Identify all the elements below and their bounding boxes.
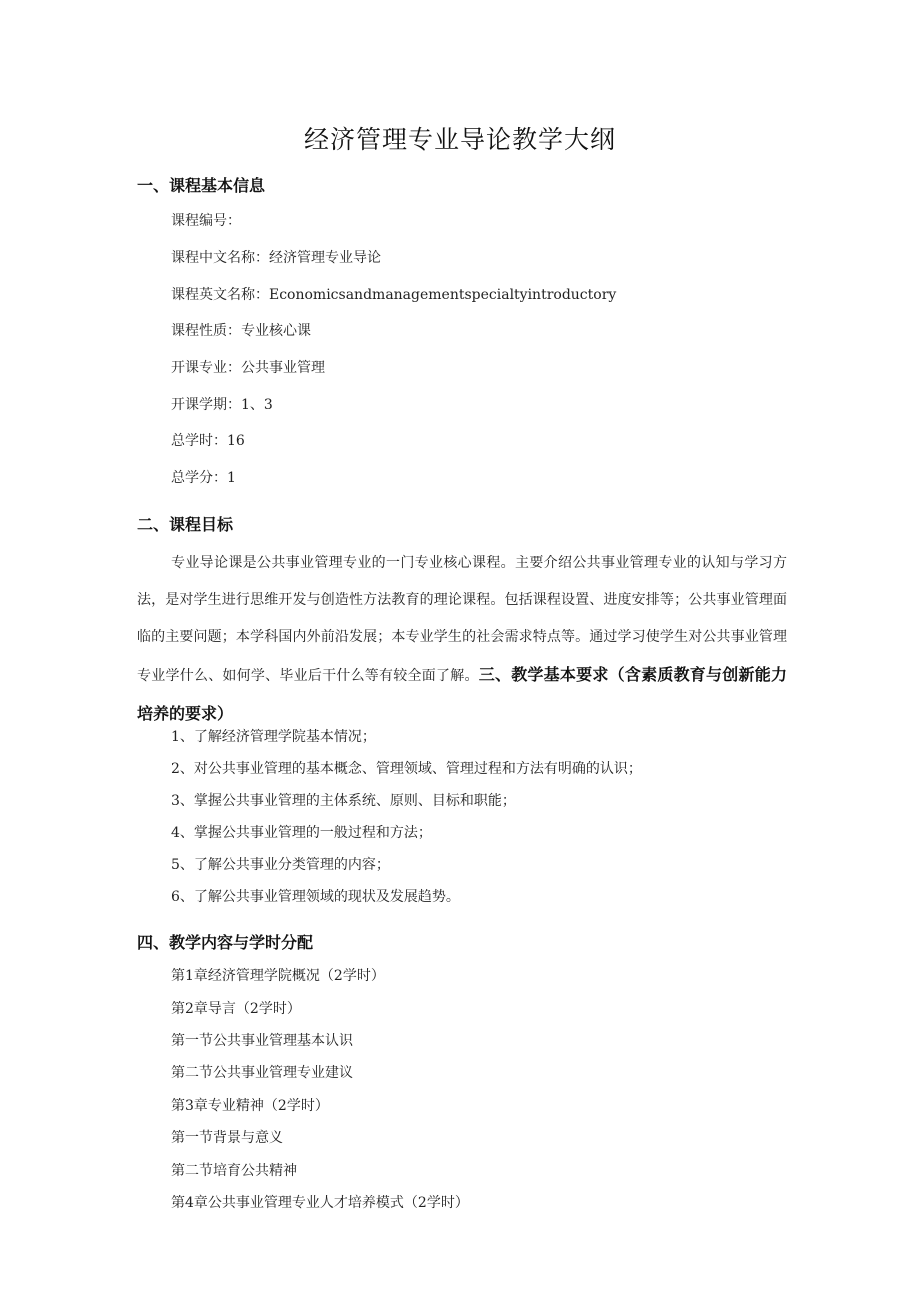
requirement-item: 6、了解公共事业管理领域的现状及发展趋势。 xyxy=(171,889,460,905)
requirement-item: 3、掌握公共事业管理的主体系统、原则、目标和职能； xyxy=(171,793,516,809)
requirement-item: 2、对公共事业管理的基本概念、管理领域、管理过程和方法有明确的认识； xyxy=(171,761,642,777)
content-item: 第一节公共事业管理基本认识 xyxy=(171,1033,353,1049)
document-title: 经济管理专业导论教学大纲 xyxy=(303,125,616,154)
content-item: 第二节培育公共精神 xyxy=(171,1163,297,1179)
info-line-course-nature: 课程性质：专业核心课 xyxy=(171,323,311,339)
info-line-course-code: 课程编号： xyxy=(171,213,241,229)
requirement-item: 5、了解公共事业分类管理的内容； xyxy=(171,857,390,873)
requirement-item: 1、了解经济管理学院基本情况； xyxy=(171,729,376,745)
info-line-total-credits: 总学分：1 xyxy=(171,470,236,486)
section-heading-course-goals: 二、课程目标 xyxy=(137,515,234,534)
info-line-chinese-name: 课程中文名称：经济管理专业导论 xyxy=(171,250,381,266)
section-heading-teaching-requirements: 三、教学基本要求（含素质教育与创新能力培养的要求） xyxy=(137,665,787,723)
info-line-total-hours: 总学时：16 xyxy=(171,433,245,449)
section-heading-basic-info: 一、课程基本信息 xyxy=(137,176,266,195)
content-item: 第一节背景与意义 xyxy=(171,1130,283,1146)
info-line-semester: 开课学期：1、3 xyxy=(171,397,273,413)
content-item: 第2章导言（2学时） xyxy=(171,1001,301,1017)
content-item: 第1章经济管理学院概况（2学时） xyxy=(171,968,385,984)
course-goals-paragraph xyxy=(137,545,787,734)
course-goals-text: 专业导论课是公共事业管理专业的一门专业核心课程。主要介绍公共事业管理专业的认知与学习方法，是对学生进行思维开发与创造性方法教育的理论课程。包括课程设置、进度安排等；公共事业管理面临的主要问题；本学科国内外前沿发展；本专业学生的社会需求特点等。通过学习使学生对公共事业管理专业学什么、如何学、毕业后干什么等有较全面了解。 xyxy=(137,555,787,684)
content-item: 第4章公共事业管理专业人才培养模式（2学时） xyxy=(171,1195,469,1211)
section-heading-teaching-content: 四、教学内容与学时分配 xyxy=(137,933,314,952)
content-item: 第3章专业精神（2学时） xyxy=(171,1098,329,1114)
info-line-english-name: 课程英文名称：Economicsandmanagementspecialtyintroductory xyxy=(171,287,617,303)
content-item: 第二节公共事业管理专业建议 xyxy=(171,1065,353,1081)
info-line-major: 开课专业：公共事业管理 xyxy=(171,360,325,376)
requirement-item: 4、掌握公共事业管理的一般过程和方法； xyxy=(171,825,432,841)
